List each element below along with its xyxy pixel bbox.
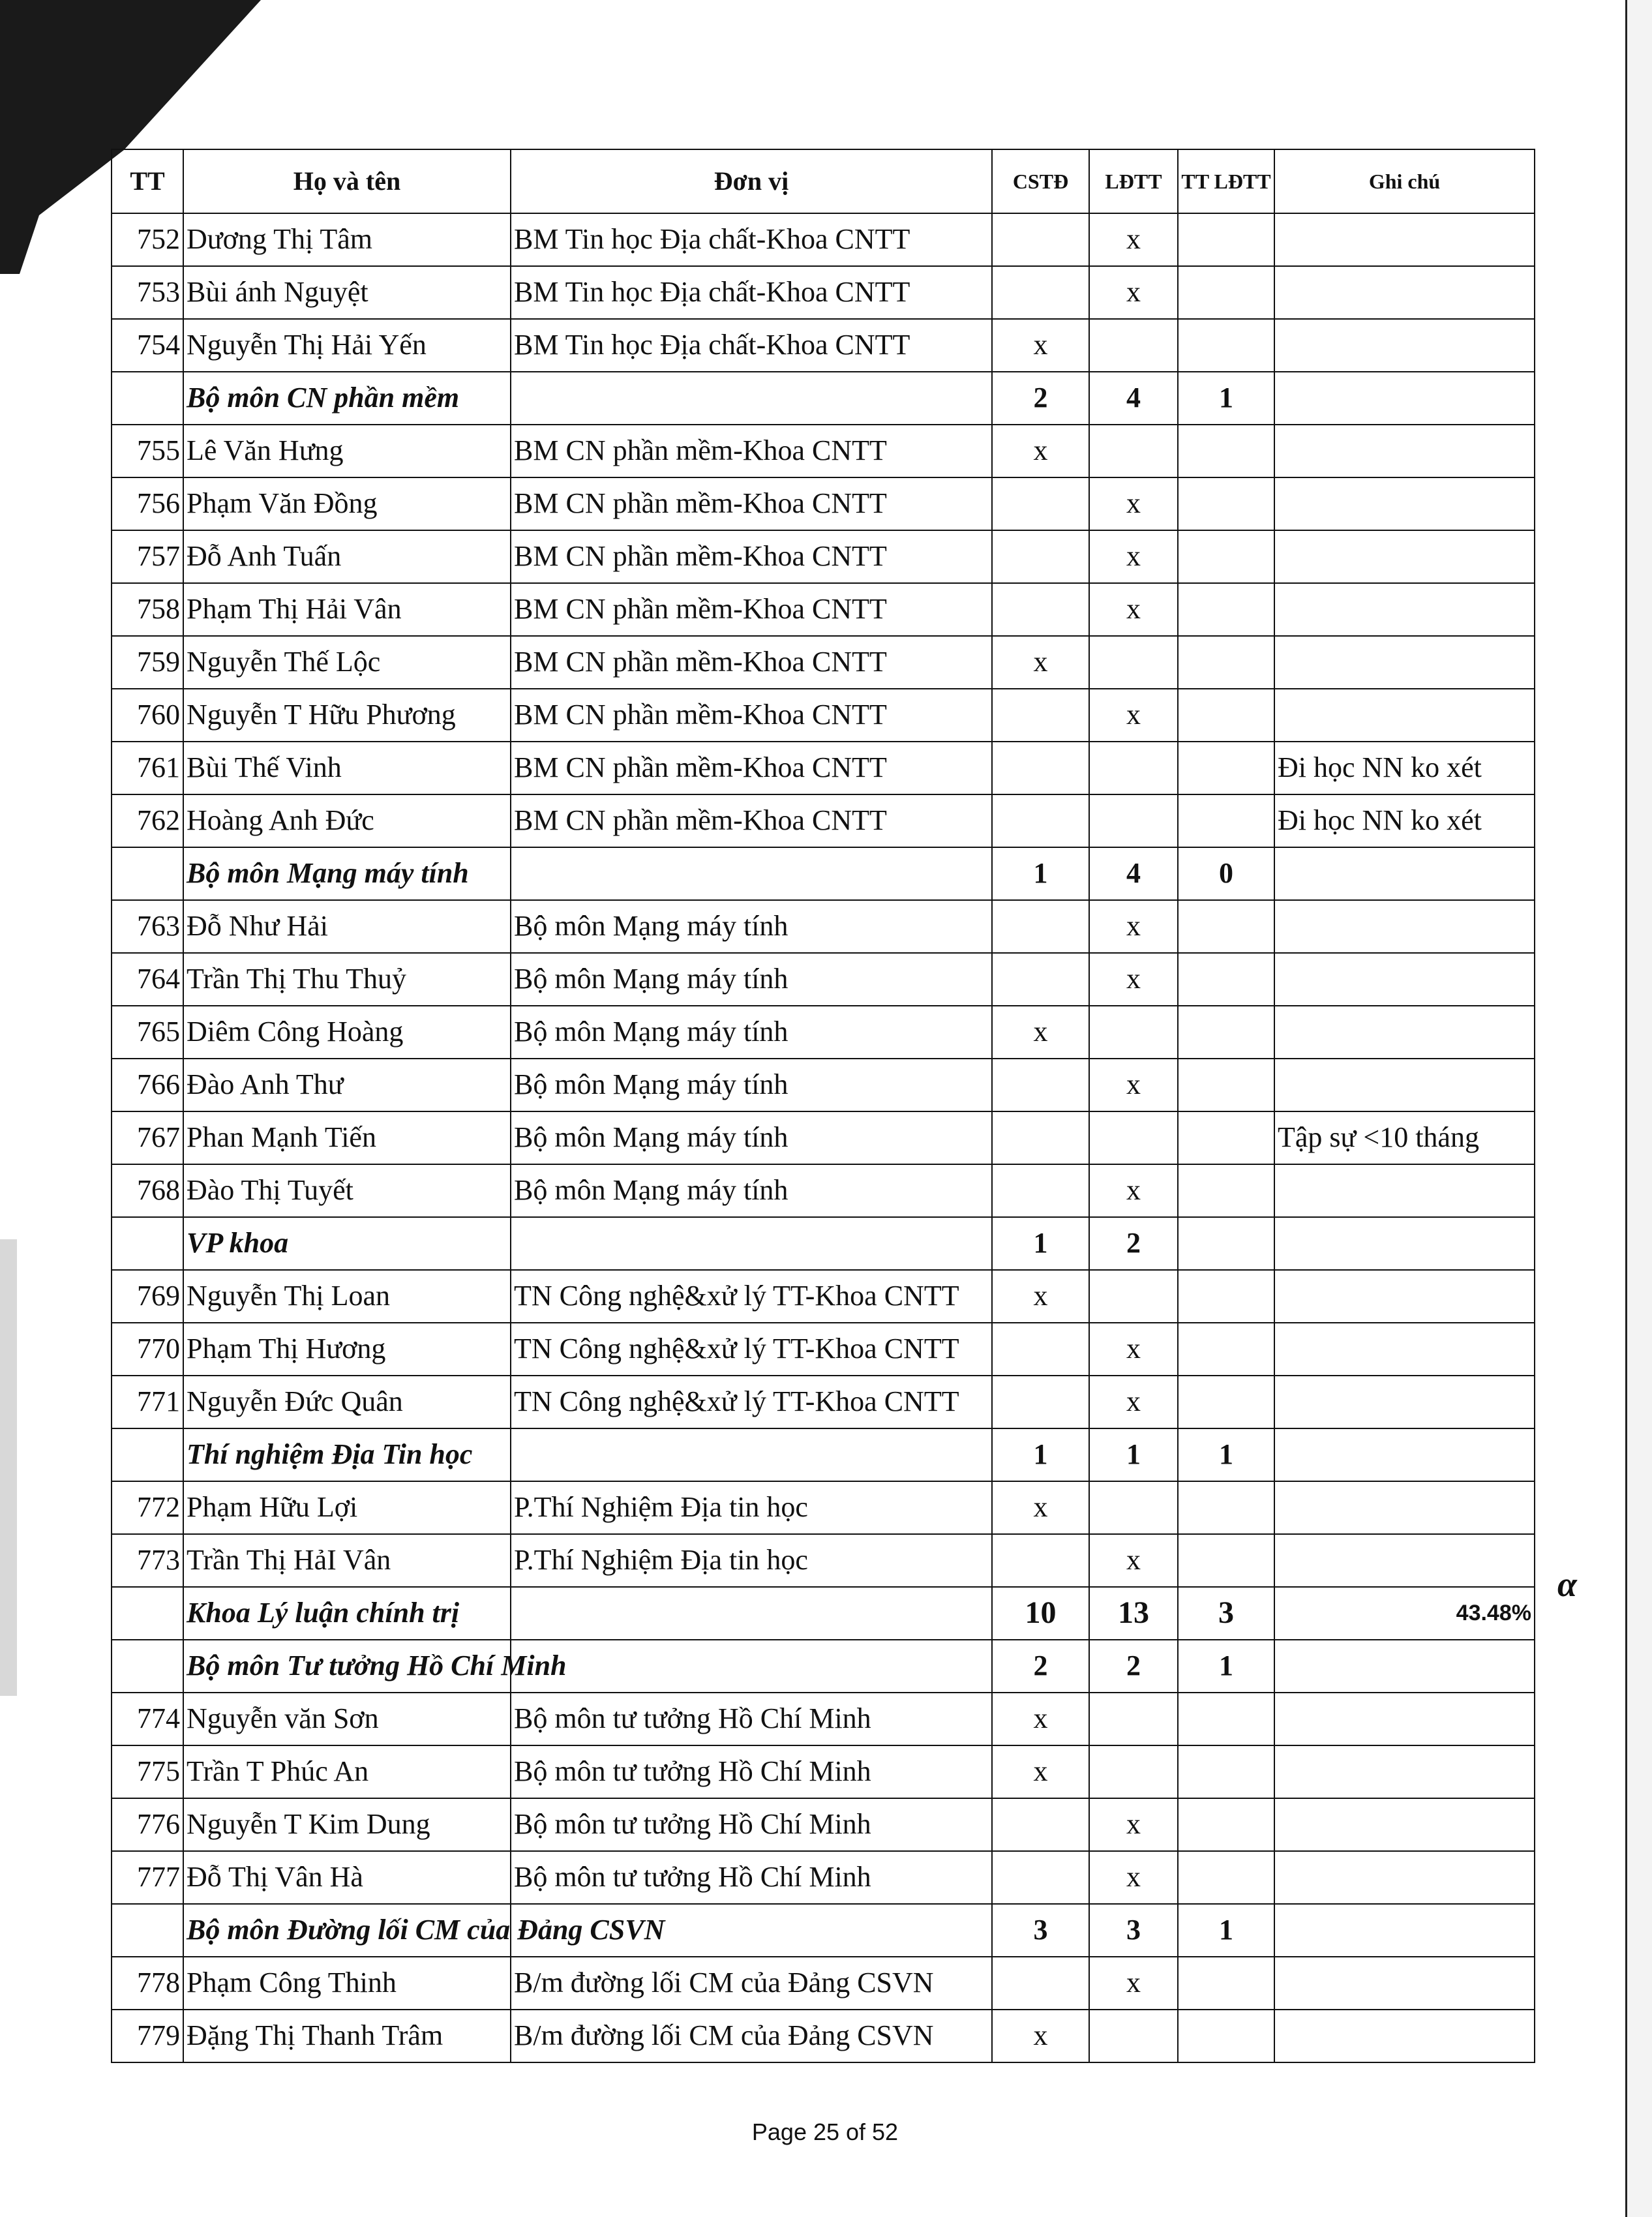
cell-name: Trần T Phúc An [183,1745,511,1798]
cell-ldtt: x [1089,1957,1178,2010]
cell-cstd [992,794,1089,847]
cell-unit: Bộ môn Mạng máy tính [511,1164,992,1217]
cell-tt: 753 [112,266,183,319]
cell-cstd [992,1376,1089,1428]
cell-unit [511,1428,992,1481]
cell-note [1274,1851,1535,1904]
cell-tt: 755 [112,425,183,477]
cell-unit: BM CN phần mềm-Khoa CNTT [511,477,992,530]
cell-tt [112,847,183,900]
cell-note [1274,1428,1535,1481]
cell-tt-ldtt [1178,1376,1274,1428]
cell-cstd: x [992,2010,1089,2062]
header-note: Ghi chú [1274,149,1535,213]
cell-note: 43.48% [1274,1587,1535,1640]
cell-tt-ldtt: 3 [1178,1587,1274,1640]
table-row [112,689,1535,742]
cell-note [1274,213,1535,266]
cell-unit: Bộ môn Mạng máy tính [511,1111,992,1164]
cell-name: Phạm Hữu Lợi [183,1481,511,1534]
cell-note [1274,1693,1535,1745]
cell-unit: BM Tin học Địa chất-Khoa CNTT [511,319,992,372]
cell-unit: B/m đường lối CM của Đảng CSVN [511,2010,992,2062]
cell-name: Nguyễn Thị Hải Yến [183,319,511,372]
group-summary-row [112,1904,1535,1957]
cell-tt-ldtt [1178,1481,1274,1534]
cell-note [1274,425,1535,477]
cell-tt-ldtt [1178,266,1274,319]
cell-tt: 776 [112,1798,183,1851]
cell-tt-ldtt: 0 [1178,847,1274,900]
cell-note [1274,689,1535,742]
cell-unit: Bộ môn Mạng máy tính [511,1006,992,1059]
cell-unit [511,1587,992,1640]
table-row [112,477,1535,530]
cell-name: Trần Thị Thu Thuỷ [183,953,511,1006]
cell-name: Thí nghiệm Địa Tin học [183,1428,511,1481]
cell-tt-ldtt [1178,1111,1274,1164]
cell-ldtt [1089,2010,1178,2062]
cell-name: Phạm Thị Hải Vân [183,583,511,636]
cell-tt [112,372,183,425]
cell-tt: 766 [112,1059,183,1111]
table-row [112,1693,1535,1745]
cell-ldtt: x [1089,1798,1178,1851]
table-row [112,742,1535,794]
cell-ldtt: x [1089,1851,1178,1904]
table-row [112,319,1535,372]
cell-tt: 773 [112,1534,183,1587]
cell-ldtt [1089,1481,1178,1534]
cell-name: Nguyễn T Hữu Phương [183,689,511,742]
cell-unit: P.Thí Nghiệm Địa tin học [511,1534,992,1587]
table-row [112,1745,1535,1798]
cell-ldtt: x [1089,213,1178,266]
cell-note [1274,1745,1535,1798]
cell-cstd [992,1851,1089,1904]
cell-name: Nguyễn Thị Loan [183,1270,511,1323]
cell-unit: Bộ môn Mạng máy tính [511,953,992,1006]
cell-cstd [992,213,1089,266]
table-body [112,213,1535,2062]
cell-name: Bộ môn CN phần mềm [183,372,511,425]
cell-tt-ldtt [1178,636,1274,689]
cell-name: Đỗ Như Hải [183,900,511,953]
table-row [112,1481,1535,1534]
cell-cstd [992,477,1089,530]
table-row [112,1006,1535,1059]
table-row [112,530,1535,583]
group-summary-row [112,1428,1535,1481]
cell-tt [112,1904,183,1957]
cell-note [1274,953,1535,1006]
cell-tt-ldtt [1178,1164,1274,1217]
scan-right-edge [1625,0,1652,2217]
cell-cstd [992,1534,1089,1587]
header-name: Họ và tên [183,149,511,213]
cell-tt-ldtt [1178,1006,1274,1059]
cell-tt-ldtt: 1 [1178,1428,1274,1481]
roster-table [111,149,1535,2063]
header-tt-ldtt: TT LĐTT [1178,149,1274,213]
cell-tt-ldtt [1178,742,1274,794]
cell-tt-ldtt [1178,2010,1274,2062]
cell-tt-ldtt [1178,530,1274,583]
cell-tt: 775 [112,1745,183,1798]
cell-ldtt: 1 [1089,1428,1178,1481]
cell-tt: 765 [112,1006,183,1059]
cell-note [1274,1376,1535,1428]
cell-name: Đỗ Anh Tuấn [183,530,511,583]
cell-tt [112,1217,183,1270]
cell-tt: 771 [112,1376,183,1428]
header-tt: TT [112,149,183,213]
group-summary-row [112,1640,1535,1693]
cell-cstd [992,1957,1089,2010]
table-row [112,1376,1535,1428]
cell-name: Bộ môn Mạng máy tính [183,847,511,900]
table-row [112,1534,1535,1587]
cell-unit: BM CN phần mềm-Khoa CNTT [511,742,992,794]
cell-tt: 777 [112,1851,183,1904]
cell-name: Hoàng Anh Đức [183,794,511,847]
cell-unit: TN Công nghệ&xử lý TT-Khoa CNTT [511,1323,992,1376]
cell-cstd: x [992,1270,1089,1323]
cell-tt-ldtt [1178,1270,1274,1323]
cell-name: Đào Anh Thư [183,1059,511,1111]
cell-tt: 763 [112,900,183,953]
cell-tt-ldtt: 1 [1178,372,1274,425]
cell-ldtt: x [1089,689,1178,742]
table-row [112,636,1535,689]
cell-cstd: 3 [992,1904,1089,1957]
cell-tt-ldtt [1178,953,1274,1006]
cell-unit: Bộ môn tư tưởng Hồ Chí Minh [511,1693,992,1745]
cell-tt: 769 [112,1270,183,1323]
cell-cstd [992,1059,1089,1111]
cell-note [1274,1534,1535,1587]
cell-unit: Bộ môn Mạng máy tính [511,900,992,953]
cell-ldtt [1089,742,1178,794]
cell-cstd: 1 [992,1428,1089,1481]
table-row [112,1851,1535,1904]
cell-unit: BM CN phần mềm-Khoa CNTT [511,583,992,636]
table-row [112,1323,1535,1376]
cell-tt-ldtt [1178,319,1274,372]
cell-cstd [992,953,1089,1006]
table-row [112,1798,1535,1851]
cell-cstd [992,689,1089,742]
cell-unit [511,1640,992,1693]
cell-cstd: x [992,319,1089,372]
cell-tt-ldtt [1178,1957,1274,2010]
cell-cstd [992,1798,1089,1851]
cell-note [1274,319,1535,372]
cell-ldtt: 2 [1089,1217,1178,1270]
cell-name: Dương Thị Tâm [183,213,511,266]
cell-note [1274,636,1535,689]
cell-tt: 772 [112,1481,183,1534]
cell-tt-ldtt: 1 [1178,1640,1274,1693]
cell-tt-ldtt [1178,1745,1274,1798]
scan-left-edge [0,1239,17,1696]
cell-name: Nguyễn Thế Lộc [183,636,511,689]
cell-ldtt: x [1089,1376,1178,1428]
cell-unit: BM CN phần mềm-Khoa CNTT [511,636,992,689]
cell-name: Khoa Lý luận chính trị [183,1587,511,1640]
cell-ldtt [1089,319,1178,372]
cell-tt-ldtt [1178,900,1274,953]
header-row [112,149,1535,213]
cell-note [1274,2010,1535,2062]
cell-ldtt: x [1089,953,1178,1006]
header-cstd: CSTĐ [992,149,1089,213]
cell-ldtt [1089,425,1178,477]
cell-tt: 767 [112,1111,183,1164]
cell-cstd [992,266,1089,319]
cell-ldtt: 3 [1089,1904,1178,1957]
cell-note [1274,583,1535,636]
cell-tt [112,1428,183,1481]
cell-name: Đỗ Thị Vân Hà [183,1851,511,1904]
cell-tt: 760 [112,689,183,742]
cell-cstd [992,742,1089,794]
header-ldtt: LĐTT [1089,149,1178,213]
cell-tt-ldtt [1178,689,1274,742]
cell-note [1274,1640,1535,1693]
cell-note [1274,1059,1535,1111]
table-row [112,425,1535,477]
cell-note [1274,530,1535,583]
cell-tt: 770 [112,1323,183,1376]
cell-tt [112,1640,183,1693]
cell-name: Đào Thị Tuyết [183,1164,511,1217]
cell-note: Đi học NN ko xét [1274,742,1535,794]
cell-unit [511,372,992,425]
cell-note [1274,1217,1535,1270]
cell-cstd: 2 [992,372,1089,425]
table-row [112,1957,1535,2010]
cell-ldtt: x [1089,583,1178,636]
cell-name: Bộ môn Tư tưởng Hồ Chí Minh [183,1640,511,1693]
cell-tt-ldtt: 1 [1178,1904,1274,1957]
cell-name: Bộ môn Đường lối CM của Đảng CSVN [183,1904,511,1957]
cell-note [1274,1270,1535,1323]
cell-unit: Bộ môn tư tưởng Hồ Chí Minh [511,1851,992,1904]
cell-tt: 757 [112,530,183,583]
cell-tt: 762 [112,794,183,847]
cell-tt: 778 [112,1957,183,2010]
table-row [112,1059,1535,1111]
cell-note: Đi học NN ko xét [1274,794,1535,847]
cell-name: Phạm Công Thinh [183,1957,511,2010]
cell-ldtt: x [1089,1164,1178,1217]
cell-ldtt: 13 [1089,1587,1178,1640]
cell-cstd: x [992,425,1089,477]
group-summary-row [112,1217,1535,1270]
cell-unit: TN Công nghệ&xử lý TT-Khoa CNTT [511,1270,992,1323]
cell-cstd [992,900,1089,953]
header-unit: Đơn vị [511,149,992,213]
cell-note [1274,1957,1535,2010]
cell-name: Phạm Văn Đồng [183,477,511,530]
table-row [112,794,1535,847]
cell-name: Nguyễn Đức Quân [183,1376,511,1428]
cell-note: Tập sự <10 tháng [1274,1111,1535,1164]
cell-note [1274,1481,1535,1534]
cell-ldtt: x [1089,1323,1178,1376]
cell-tt: 768 [112,1164,183,1217]
cell-unit: P.Thí Nghiệm Địa tin học [511,1481,992,1534]
cell-cstd [992,1111,1089,1164]
cell-unit: BM Tin học Địa chất-Khoa CNTT [511,213,992,266]
cell-note [1274,847,1535,900]
cell-unit [511,1217,992,1270]
cell-name: VP khoa [183,1217,511,1270]
cell-unit: Bộ môn tư tưởng Hồ Chí Minh [511,1745,992,1798]
cell-tt: 761 [112,742,183,794]
cell-cstd: 1 [992,847,1089,900]
cell-tt-ldtt [1178,583,1274,636]
cell-note [1274,1798,1535,1851]
cell-tt: 754 [112,319,183,372]
cell-ldtt [1089,794,1178,847]
cell-tt: 774 [112,1693,183,1745]
table-row [112,583,1535,636]
cell-name: Diêm Công Hoàng [183,1006,511,1059]
cell-ldtt: x [1089,477,1178,530]
cell-cstd [992,530,1089,583]
cell-name: Phan Mạnh Tiến [183,1111,511,1164]
cell-cstd: x [992,1693,1089,1745]
cell-unit: TN Công nghệ&xử lý TT-Khoa CNTT [511,1376,992,1428]
table-row [112,213,1535,266]
cell-cstd: 1 [992,1217,1089,1270]
cell-ldtt [1089,1006,1178,1059]
page-number: Page 25 of 52 [751,2119,899,2145]
margin-mark: α [1557,1565,1577,1604]
table-row [112,900,1535,953]
cell-note [1274,372,1535,425]
cell-name: Nguyễn văn Sơn [183,1693,511,1745]
cell-cstd [992,583,1089,636]
cell-unit: BM CN phần mềm-Khoa CNTT [511,689,992,742]
cell-tt: 752 [112,213,183,266]
cell-tt: 759 [112,636,183,689]
cell-unit: BM CN phần mềm-Khoa CNTT [511,794,992,847]
cell-ldtt [1089,1270,1178,1323]
cell-tt-ldtt [1178,213,1274,266]
cell-ldtt: x [1089,1534,1178,1587]
cell-unit: Bộ môn Mạng máy tính [511,1059,992,1111]
faculty-summary-row [112,1587,1535,1640]
cell-tt: 758 [112,583,183,636]
cell-name: Lê Văn Hưng [183,425,511,477]
cell-ldtt: 4 [1089,847,1178,900]
cell-tt-ldtt [1178,1693,1274,1745]
cell-cstd: x [992,1006,1089,1059]
table-row [112,1164,1535,1217]
table-row [112,953,1535,1006]
cell-ldtt [1089,1693,1178,1745]
cell-name: Đặng Thị Thanh Trâm [183,2010,511,2062]
cell-cstd: 10 [992,1587,1089,1640]
cell-ldtt: x [1089,530,1178,583]
cell-ldtt [1089,1111,1178,1164]
cell-cstd: x [992,636,1089,689]
cell-tt-ldtt [1178,1798,1274,1851]
cell-tt: 764 [112,953,183,1006]
cell-note [1274,1323,1535,1376]
cell-name: Trần Thị HảI Vân [183,1534,511,1587]
cell-name: Bùi ánh Nguyệt [183,266,511,319]
cell-tt: 779 [112,2010,183,2062]
cell-ldtt [1089,636,1178,689]
cell-note [1274,266,1535,319]
group-summary-row [112,847,1535,900]
cell-tt-ldtt [1178,794,1274,847]
cell-cstd: x [992,1745,1089,1798]
cell-tt: 756 [112,477,183,530]
cell-unit: BM CN phần mềm-Khoa CNTT [511,425,992,477]
cell-cstd [992,1323,1089,1376]
cell-name: Nguyễn T Kim Dung [183,1798,511,1851]
cell-tt-ldtt [1178,1534,1274,1587]
cell-cstd: 2 [992,1640,1089,1693]
cell-note [1274,900,1535,953]
cell-tt-ldtt [1178,477,1274,530]
cell-tt-ldtt [1178,1059,1274,1111]
cell-unit: BM CN phần mềm-Khoa CNTT [511,530,992,583]
cell-tt-ldtt [1178,1217,1274,1270]
cell-ldtt: x [1089,1059,1178,1111]
cell-name: Phạm Thị Hương [183,1323,511,1376]
table-row [112,1270,1535,1323]
cell-tt [112,1587,183,1640]
cell-note [1274,1006,1535,1059]
table-row [112,266,1535,319]
cell-unit: BM Tin học Địa chất-Khoa CNTT [511,266,992,319]
cell-ldtt: 4 [1089,372,1178,425]
cell-ldtt: 2 [1089,1640,1178,1693]
cell-note [1274,1164,1535,1217]
cell-tt-ldtt [1178,1851,1274,1904]
cell-tt-ldtt [1178,425,1274,477]
cell-ldtt [1089,1745,1178,1798]
cell-note [1274,1904,1535,1957]
table-row [112,2010,1535,2062]
cell-ldtt: x [1089,900,1178,953]
cell-cstd [992,1164,1089,1217]
cell-tt-ldtt [1178,1323,1274,1376]
cell-note [1274,477,1535,530]
table-row [112,1111,1535,1164]
cell-unit: B/m đường lối CM của Đảng CSVN [511,1957,992,2010]
cell-name: Bùi Thế Vinh [183,742,511,794]
group-summary-row [112,372,1535,425]
cell-ldtt: x [1089,266,1178,319]
cell-unit: Bộ môn tư tưởng Hồ Chí Minh [511,1798,992,1851]
cell-unit [511,847,992,900]
cell-cstd: x [992,1481,1089,1534]
